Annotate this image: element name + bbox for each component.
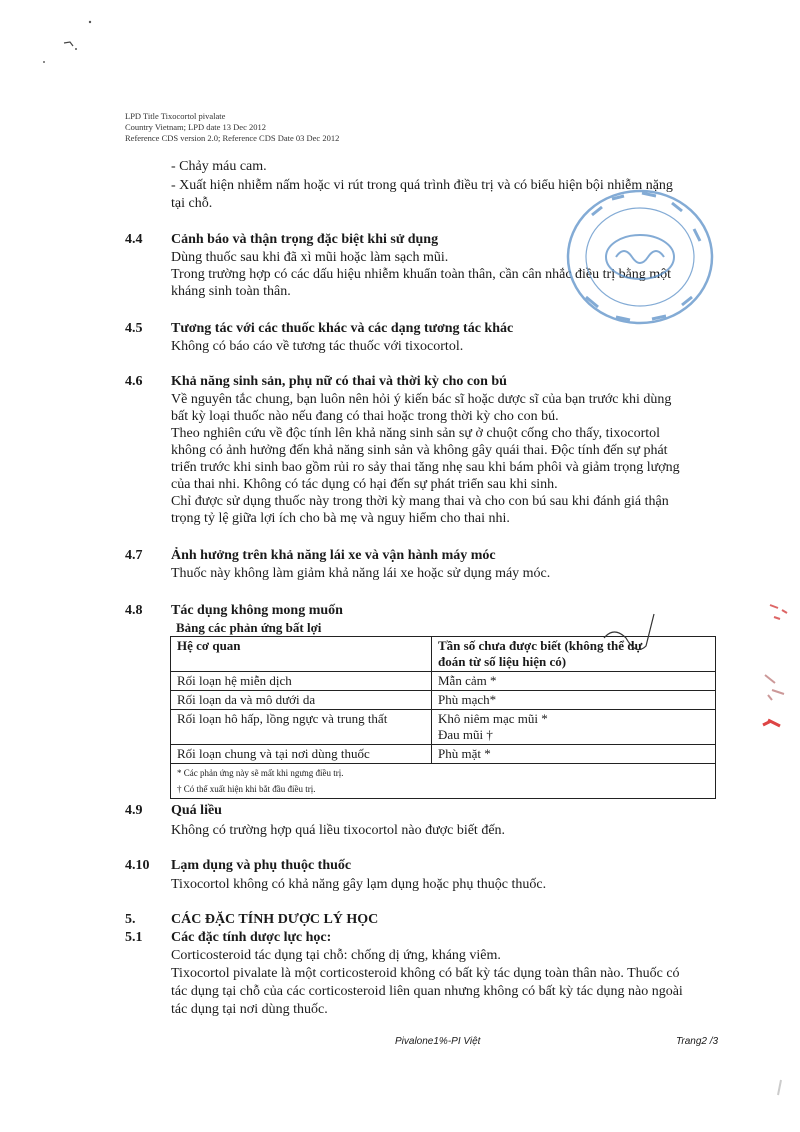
s46-line-2: bất kỳ loại thuốc nào nếu đang có thai hoặc trong thời kỳ cho con bú. — [171, 409, 559, 424]
s46-line-1: Về nguyên tắc chung, bạn luôn nên hỏi ý kiến bác sĩ hoặc dược sĩ của bạn trước khi dùng — [171, 392, 672, 407]
top-line-1: - Chảy máu cam. — [171, 159, 267, 174]
effect-cell — [432, 710, 716, 745]
s49-line-1: Không có trường hợp quá liều tixocortol nào được biết đến. — [171, 823, 506, 838]
top-line-2: - Xuất hiện nhiễm nấm hoặc vi rút trong quá trình điều trị và có biểu hiện bội nhiễm nặng — [171, 178, 673, 193]
section-title-5-1: Các đặc tính dược lực học: — [171, 930, 332, 945]
footer-page-number: Trang2 /3 — [676, 1036, 719, 1047]
table-row — [171, 710, 716, 745]
table-row — [171, 691, 716, 710]
section-number-4-6: 4.6 — [125, 374, 143, 389]
section-number-4-9: 4.9 — [125, 803, 143, 818]
table-footnote-row — [171, 764, 716, 799]
section-title-4-6: Khả năng sinh sản, phụ nữ có thai và thời kỳ cho con bú — [171, 374, 507, 389]
s46-line-5: triển trước khi sinh bao gồm rủi ro sảy thai tăng nhẹ sau khi bám phôi và giảm trọng lượng — [171, 460, 680, 475]
table-caption: Bảng các phản ứng bất lợi — [176, 620, 322, 635]
organ-cell: Rối loạn da và mô dưới da — [171, 691, 432, 710]
section-title-4-7: Ảnh hưởng trên khả năng lái xe và vận hành máy móc — [171, 548, 496, 563]
scan-speck-marks — [40, 15, 100, 70]
effect-cell: Mẫn cảm * — [432, 672, 716, 691]
table-row — [171, 672, 716, 691]
col-header-frequency-line-2: đoán từ số liệu hiện có) — [438, 654, 567, 669]
section-number-4-7: 4.7 — [125, 548, 143, 563]
section-title-4-8: Tác dụng không mong muốn — [171, 603, 343, 618]
section-title-4-5: Tương tác với các thuốc khác và các dạng tương tác khác — [171, 321, 514, 336]
s46-line-4: không có ảnh hưởng đến khả năng sinh sản và không gây quái thai. Độc tính đến sự phát — [171, 443, 668, 458]
footnote-1: * Các phản ứng này sẽ mất khi ngưng điều trị. — [177, 768, 344, 778]
col-header-frequency-line-1: Tần số chưa được biết (không thể dự — [438, 638, 643, 653]
header-line-2: Country Vietnam; LPD date 13 Dec 2012 — [125, 122, 266, 132]
s51-line-1: Corticosteroid tác dụng tại chỗ: chống dị ứng, kháng viêm. — [171, 948, 501, 963]
s46-line-3: Theo nghiên cứu về độc tính lên khả năng sinh sản sự ở chuột cống cho thấy, tixocortol — [171, 426, 661, 441]
document-header — [125, 111, 339, 144]
header-line-3: Reference CDS version 2.0; Reference CDS Date 03 Dec 2012 — [125, 133, 340, 143]
s46-line-7: Chỉ được sử dụng thuốc này trong thời kỳ mang thai và cho con bú sau khi đánh giá thận — [171, 494, 669, 509]
table-row — [171, 745, 716, 764]
s46-line-8: trọng tỷ lệ giữa lợi ích cho bà mẹ và nguy hiểm cho thai nhi. — [171, 511, 510, 526]
organ-cell: Rối loạn hô hấp, lồng ngực và trung thất — [171, 710, 432, 745]
s51-line-3: tác dụng tại chỗ của các corticosteroid liên quan nhưng không có bất kỳ tác dụng nào ngoài — [171, 984, 683, 999]
organ-cell: Rối loạn hệ miễn dịch — [171, 672, 432, 691]
table-footnotes — [171, 764, 716, 799]
section-number-4-4: 4.4 — [125, 232, 143, 247]
section-title-5: CÁC ĐẶC TÍNH DƯỢC LÝ HỌC — [171, 912, 379, 927]
col-header-organ: Hệ cơ quan — [171, 637, 432, 672]
handwritten-mark — [596, 608, 666, 668]
section-number-5-1: 5.1 — [125, 930, 143, 945]
footer-document-name: Pivalone1%-PI Việt — [395, 1036, 481, 1047]
section-number-4-8: 4.8 — [125, 603, 143, 618]
s44-line-1: Dùng thuốc sau khi đã xì mũi hoặc làm sạch mũi. — [171, 250, 449, 265]
s51-line-4: tác dụng tại nơi dùng thuốc. — [171, 1002, 328, 1017]
col-header-frequency — [432, 637, 716, 672]
section-number-5: 5. — [125, 912, 136, 927]
effect-cell: Phù mặt * — [432, 745, 716, 764]
organ-cell: Rối loạn chung và tại nơi dùng thuốc — [171, 745, 432, 764]
edge-artefacts — [760, 595, 795, 1115]
section-number-4-10: 4.10 — [125, 858, 150, 873]
section-title-4-9: Quá liều — [171, 803, 222, 818]
effect-line-1: Khô niêm mạc mũi * — [438, 711, 548, 726]
effect-cell: Phù mạch* — [432, 691, 716, 710]
section-title-4-4: Cảnh báo và thận trọng đặc biệt khi sử dụng — [171, 232, 439, 247]
effect-line-2: Đau mũi † — [438, 727, 493, 742]
section-title-4-10: Lạm dụng và phụ thuộc thuốc — [171, 858, 352, 873]
header-line-1: LPD Title Tixocortol pivalate — [125, 111, 226, 121]
top-line-3: tại chỗ. — [171, 196, 213, 211]
section-number-4-5: 4.5 — [125, 321, 143, 336]
s44-line-3: kháng sinh toàn thân. — [171, 284, 291, 299]
s44-line-2: Trong trường hợp có các dấu hiệu nhiễm khuẩn toàn thân, cần cân nhắc điều trị bằng một — [171, 267, 672, 282]
s46-line-6: của thai nhi. Không có tác dụng có hại đến sự phát triển sau khi sinh. — [171, 477, 558, 492]
s45-line-1: Không có báo cáo về tương tác thuốc với tixocortol. — [171, 339, 464, 354]
s410-line-1: Tixocortol không có khả năng gây lạm dụng hoặc phụ thuộc thuốc. — [171, 877, 547, 892]
s51-line-2: Tixocortol pivalate là một corticosteroid không có bất kỳ tác dụng toàn thân nào. Thuốc có — [171, 966, 680, 981]
s47-line-1: Thuốc này không làm giảm khả năng lái xe hoặc sử dụng máy móc. — [171, 566, 551, 581]
footnote-2: † Có thể xuất hiện khi bắt đầu điều trị. — [177, 784, 316, 794]
company-stamp-icon — [552, 185, 720, 340]
